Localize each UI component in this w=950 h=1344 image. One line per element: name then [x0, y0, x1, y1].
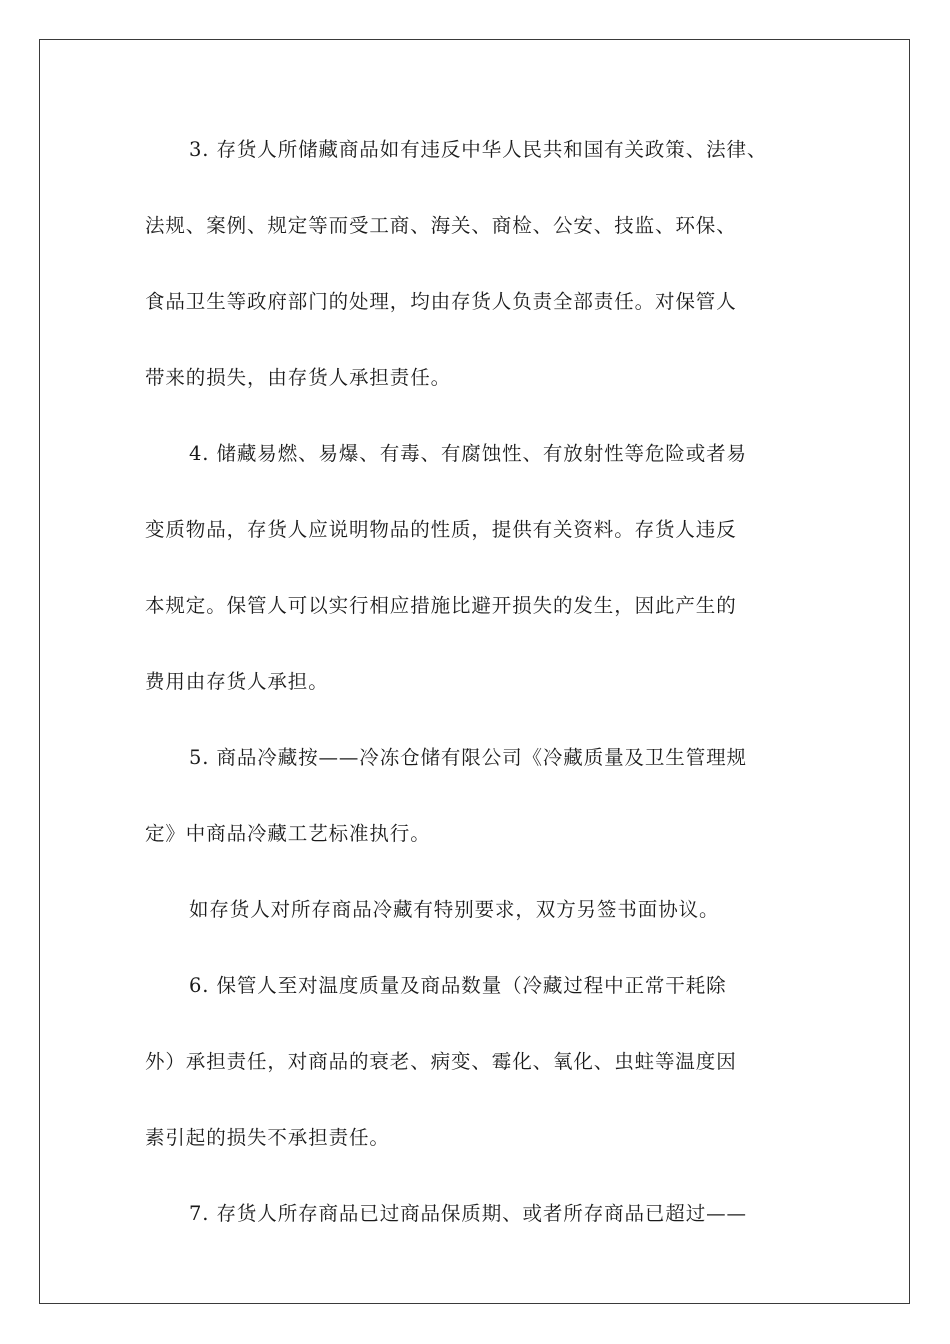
paragraph-5-line-1: 5. 商品冷藏按——冷冻仓储有限公司《冷藏质量及卫生管理规	[189, 746, 747, 769]
paragraph-3-line-3: 食品卫生等政府部门的处理，均由存货人负责全部责任。对保管人	[145, 290, 737, 313]
paragraph-3-line-2: 法规、案例、规定等而受工商、海关、商检、公安、技监、环保、	[145, 214, 737, 237]
paragraph-6-line-2: 外）承担责任，对商品的衰老、病变、霉化、氧化、虫蛀等温度因	[145, 1050, 737, 1073]
paragraph-3-line-1: 3. 存货人所储藏商品如有违反中华人民共和国有关政策、法律、	[189, 138, 768, 161]
paragraph-4-line-1: 4. 储藏易燃、易爆、有毒、有腐蚀性、有放射性等危险或者易	[189, 442, 747, 465]
paragraph-7-line-1: 7. 存货人所存商品已过商品保质期、或者所存商品已超过——	[189, 1202, 747, 1225]
paragraph-4-line-4: 费用由存货人承担。	[145, 670, 329, 693]
document-body	[145, 128, 825, 1268]
paragraph-5-note: 如存货人对所存商品冷藏有特别要求，双方另签书面协议。	[189, 898, 720, 921]
paragraph-3-line-4: 带来的损失，由存货人承担责任。	[145, 366, 452, 389]
paragraph-6-line-1: 6. 保管人至对温度质量及商品数量（冷藏过程中正常干耗除	[189, 974, 727, 997]
paragraph-4-line-2: 变质物品，存货人应说明物品的性质，提供有关资料。存货人违反	[145, 518, 737, 541]
paragraph-6-line-3: 素引起的损失不承担责任。	[145, 1126, 390, 1149]
paragraph-4-line-3: 本规定。保管人可以实行相应措施比避开损失的发生，因此产生的	[145, 594, 737, 617]
paragraph-5-line-2: 定》中商品冷藏工艺标准执行。	[145, 822, 431, 845]
